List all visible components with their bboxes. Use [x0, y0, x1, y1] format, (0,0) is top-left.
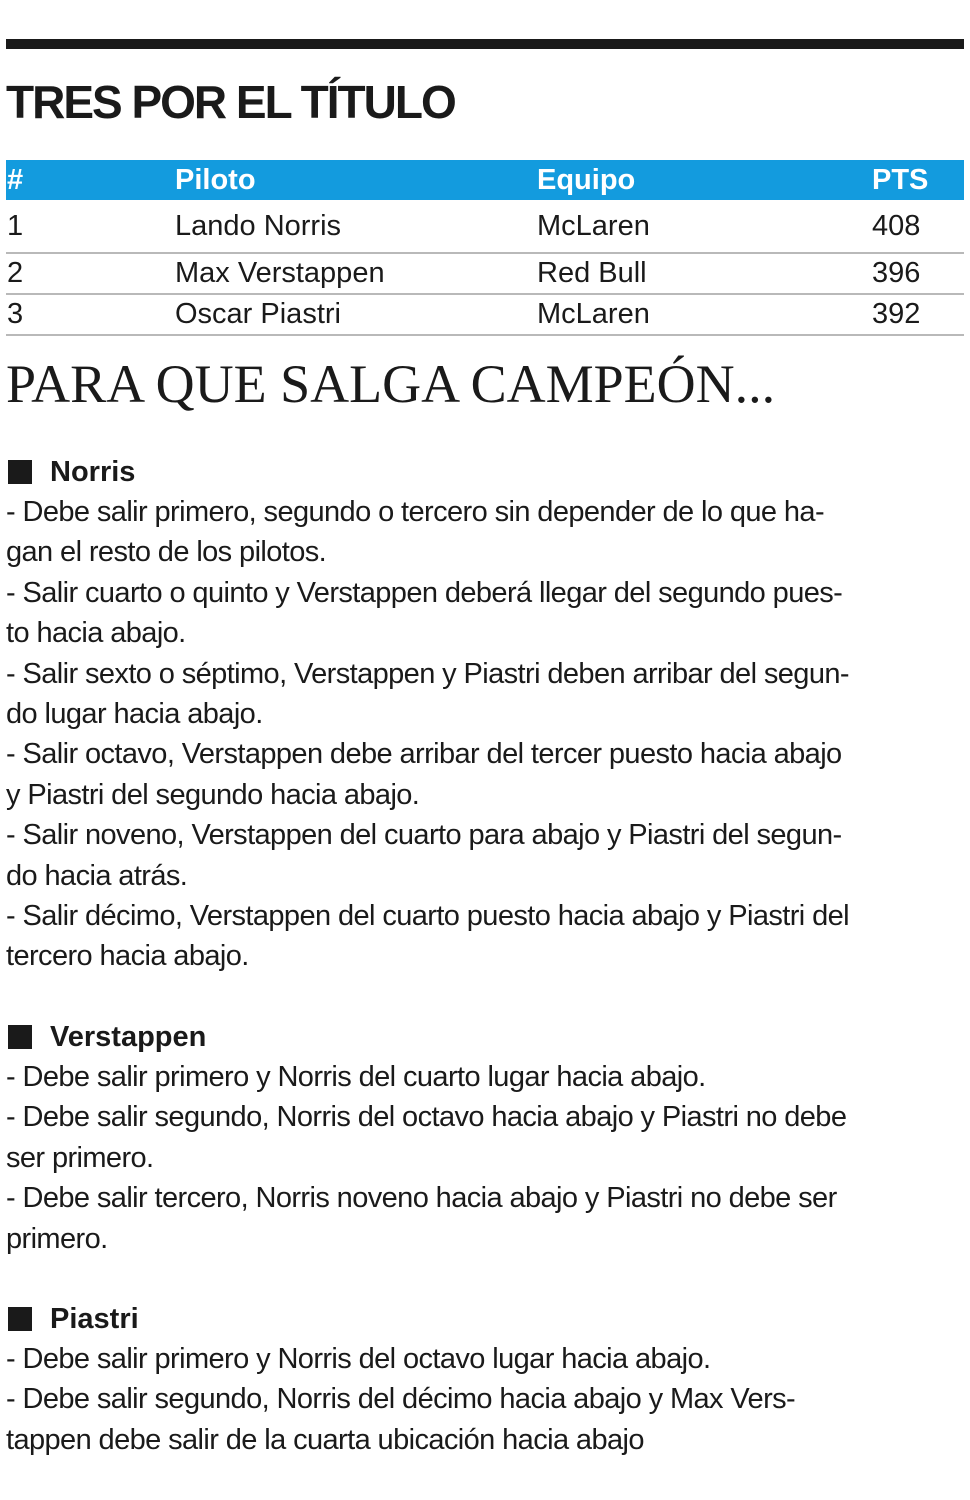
table-row [6, 200, 964, 253]
condition-line: tercero hacia abajo. [6, 940, 249, 973]
condition-line: primero. [6, 1222, 108, 1255]
scenarios [6, 452, 964, 1500]
points-cell: 392 [871, 294, 964, 335]
square-bullet-icon [8, 1307, 32, 1331]
team-cell: Red Bull [536, 253, 871, 294]
section-title: PARA QUE SALGA CAMPEÓN... [6, 354, 776, 414]
position-cell: 2 [6, 253, 174, 294]
driver-heading [6, 1299, 964, 1339]
driver-cell: Max Verstappen [174, 253, 536, 294]
condition-line: - Debe salir segundo, Norris del décimo hacia abajo y Max Vers- [6, 1383, 796, 1416]
square-bullet-icon [8, 460, 32, 484]
column-header-position: # [6, 160, 174, 200]
driver-heading-label: Verstappen [50, 1020, 207, 1053]
driver-cell: Lando Norris [174, 200, 536, 253]
points-cell: 408 [871, 200, 964, 253]
driver-heading [6, 452, 964, 492]
position-cell: 1 [6, 200, 174, 253]
column-header-driver: Piloto [174, 160, 536, 200]
driver-scenario-norris [6, 452, 964, 977]
team-cell: McLaren [536, 294, 871, 335]
standings-header-row [6, 160, 964, 200]
headline: TRES POR EL TÍTULO [6, 76, 455, 128]
condition-line: - Debe salir primero y Norris del octavo lugar hacia abajo. [6, 1342, 711, 1375]
condition-line: - Debe salir primero y Norris del cuarto lugar hacia abajo. [6, 1060, 706, 1093]
driver-heading-label: Norris [50, 456, 136, 488]
square-bullet-icon [8, 1025, 32, 1049]
column-header-points: PTS [871, 160, 964, 200]
driver-heading [6, 1017, 964, 1057]
column-header-team: Equipo [536, 160, 871, 200]
condition-list [6, 1339, 964, 1460]
condition-line: gan el resto de los pilotos. [6, 536, 327, 569]
condition-list [6, 1057, 964, 1259]
condition-line: do lugar hacia abajo. [6, 698, 263, 731]
condition-line: - Salir cuarto o quinto y Verstappen deberá llegar del segundo pues- [6, 576, 843, 609]
condition-line: - Salir octavo, Verstappen debe arribar del tercer puesto hacia abajo [6, 738, 842, 771]
condition-line: do hacia atrás. [6, 859, 188, 892]
driver-scenario-verstappen [6, 1017, 964, 1259]
condition-line: - Salir noveno, Verstappen del cuarto para abajo y Piastri del segun- [6, 819, 842, 852]
team-cell: McLaren [536, 200, 871, 253]
condition-line: - Debe salir primero, segundo o tercero sin depender de lo que ha- [6, 496, 825, 528]
table-row [6, 253, 964, 294]
condition-line: - Debe salir segundo, Norris del octavo hacia abajo y Piastri no debe [6, 1101, 847, 1134]
driver-scenario-piastri [6, 1299, 964, 1460]
condition-line: - Salir sexto o séptimo, Verstappen y Piastri deben arribar del segun- [6, 657, 849, 690]
condition-line: to hacia abajo. [6, 617, 186, 650]
points-cell: 396 [871, 253, 964, 294]
table-row [6, 294, 964, 335]
condition-line: ser primero. [6, 1141, 154, 1174]
driver-heading-label: Piastri [50, 1302, 139, 1335]
condition-line: - Debe salir tercero, Norris noveno hacia abajo y Piastri no debe ser [6, 1182, 837, 1215]
position-cell: 3 [6, 294, 174, 335]
driver-cell: Oscar Piastri [174, 294, 536, 335]
condition-line: - Salir décimo, Verstappen del cuarto puesto hacia abajo y Piastri del [6, 900, 849, 933]
condition-line: y Piastri del segundo hacia abajo. [6, 778, 420, 811]
top-divider [6, 39, 964, 49]
condition-list [6, 492, 964, 977]
condition-line: tappen debe salir de la cuarta ubicación hacia abajo [6, 1423, 644, 1456]
standings-table [6, 160, 964, 336]
